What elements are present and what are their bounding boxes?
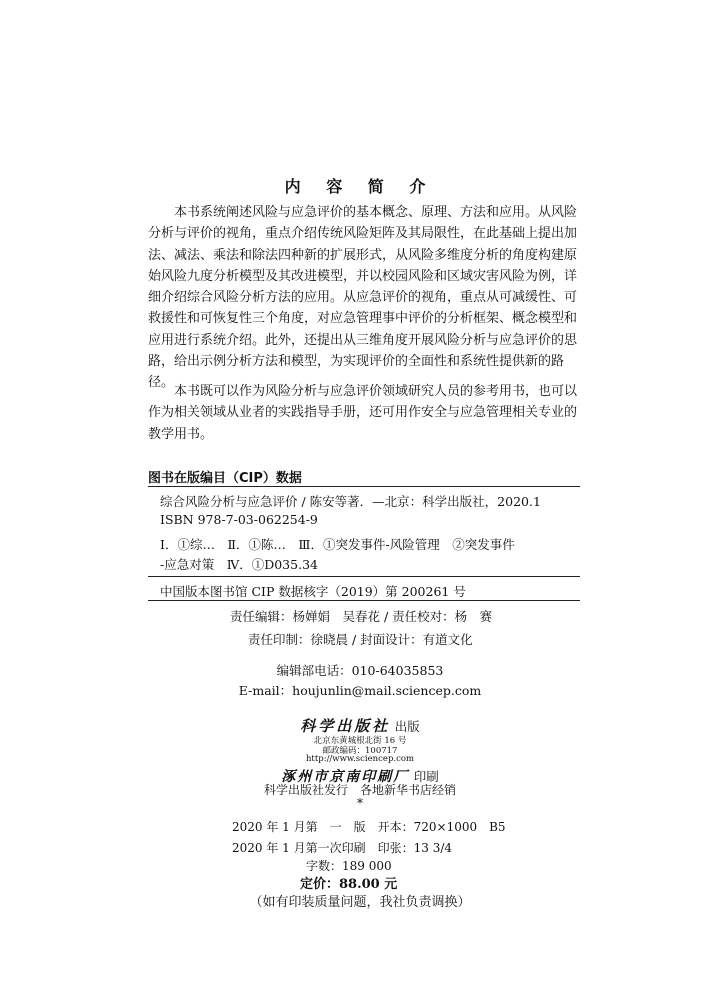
price-value: 88.00 元 (339, 877, 398, 892)
publisher-postcode: 邮政编码：100717 (322, 746, 398, 756)
intro-paragraph: 本书系统阐述风险与应急评价的基本概念、原理、方法和应用。从风险分析与评价的视角，重点介绍传统风险矩阵及其局限性，在此基础上提出加法、减法、乘法和除法四种新的扩展形式，从风险多维度分析的角度构建原始风险九度分析模型及其改进模型，并以校园风险和区域灾害风险为例，详细介绍综合风险分析方法的应用。从应急评价的视角，重点从可减缓性、可救援性和可恢复性三个角度，对应急管理事中评价的分析框架、概念模型和应用进行系统介绍。此外，还提出从三维角度开展风险分析与应急评价的思路，给出示例分析方法和模型，为实现评价的全面性和系统性提供新的路径。 (148, 205, 578, 391)
credits-line: 责任印制：徐晓晨 / 封面设计：有道文化 (248, 632, 473, 647)
editorial-phone: 编辑部电话：010-64035853 (276, 663, 444, 678)
publisher-row (0, 715, 720, 736)
word-count: 字数：189 000 (306, 859, 392, 873)
printing-spec: 2020 年 1 月第一次印刷 印张：13 3/4 (232, 841, 453, 855)
cip-line: 中国版本图书馆 CIP 数据核字（2019）第 200261 号 (160, 584, 466, 599)
cip-line: -应急对策 Ⅳ．①D035.34 (160, 557, 318, 572)
cip-bottom-rule (148, 600, 580, 601)
intro-paragraph: 本书既可以作为风险分析与应急评价领域研究人员的参考用书，也可以作为相关领域从业者的实践指导手册，还可用作安全与应急管理相关专业的教学用书。 (148, 384, 578, 442)
publisher-address: 北京东黄城根北街 16 号 (313, 736, 407, 746)
credits-line: 责任编辑：杨婵娟 吴春花 / 责任校对：杨 赛 (230, 609, 493, 624)
editorial-email: E-mail：houjunlin@mail.sciencep.com (238, 683, 482, 698)
cip-divider (148, 576, 580, 577)
publisher-logo: 科学出版社 (300, 717, 391, 735)
cip-heading: 图书在版编目（CIP）数据 (148, 471, 302, 486)
printer-suffix: 印刷 (413, 769, 439, 784)
cip-line: Ⅰ．①综… Ⅱ．①陈… Ⅲ．①突发事件-风险管理 ②突发事件 (160, 537, 515, 552)
price-row (300, 873, 397, 892)
publisher-suffix: 出版 (394, 719, 420, 734)
quality-notice: （如有印装质量问题，我社负责调换） (249, 895, 471, 910)
page-title: 内 容 简 介 (284, 177, 436, 196)
separator-star: * (357, 796, 363, 810)
printer-logo: 涿州市京南印刷厂 (281, 769, 410, 785)
edition-spec: 2020 年 1 月第 一 版 开本：720×1000 B5 (232, 820, 506, 834)
price-label: 定价： (300, 877, 340, 892)
cip-top-rule (148, 486, 580, 487)
distribution-line: 科学出版社发行 各地新华书店经销 (263, 783, 456, 797)
publisher-url: http://www.sciencep.com (305, 754, 415, 764)
cip-line: 综合风险分析与应急评价 / 陈安等著．—北京：科学出版社，2020.1 (160, 494, 541, 509)
cip-line: ISBN 978-7-03-062254-9 (160, 512, 318, 527)
